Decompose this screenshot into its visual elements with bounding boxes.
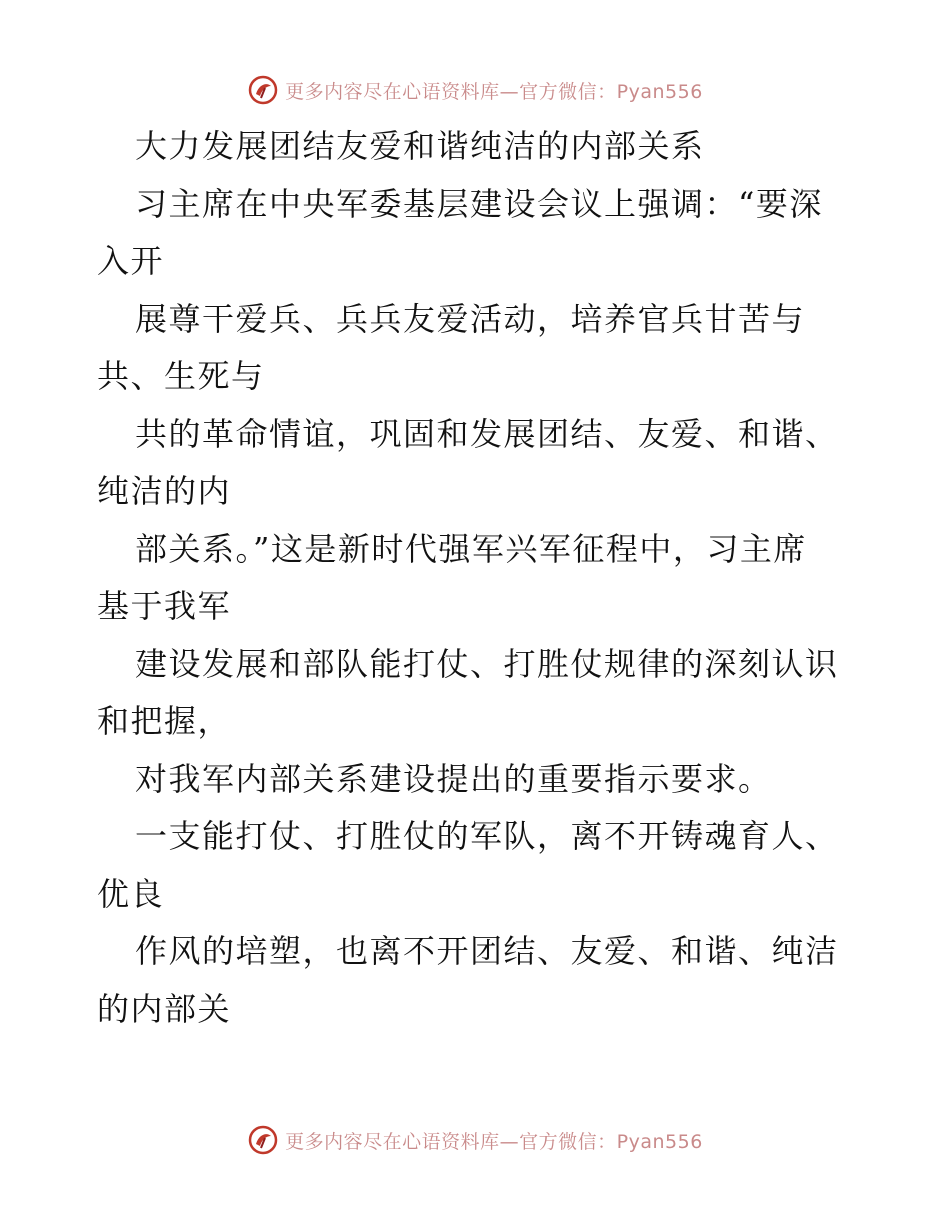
document-body [97,118,857,1038]
text-line: 纯洁的内 [97,472,232,510]
text-line: 基于我军 [97,587,232,625]
text-line: 入开 [97,242,165,280]
text-line: 共的革命情谊，巩固和发展团结、友爱、和谐、 [135,414,839,453]
text-line: 部关系。”这是新时代强军兴军征程中，习主席 [135,529,807,568]
text-line: 习主席在中央军委基层建设会议上强调：“要深 [135,184,823,223]
header-watermark [0,70,950,110]
watermark-text: 更多内容尽在心语资料库—官方微信：Pyan556 [285,80,703,103]
text-line: 展尊干爱兵、兵兵友爱活动，培养官兵甘苦与 [135,299,806,338]
text-line: 建设发展和部队能打仗、打胜仗规律的深刻认识 [135,644,839,683]
text-line: 大力发展团结友爱和谐纯洁的内部关系 [135,127,705,165]
text-line: 一支能打仗、打胜仗的军队，离不开铸魂育人、 [135,817,839,855]
watermark-text: 更多内容尽在心语资料库—官方微信：Pyan556 [285,1130,703,1153]
footer-watermark [0,1120,950,1160]
text-line: 优良 [97,874,165,913]
text-line: 作风的培塑，也离不开团结、友爱、和谐、纯洁 [135,932,839,970]
text-line: 和把握， [97,702,232,740]
text-line: 的内部关 [97,989,232,1028]
text-line: 共、生死与 [97,357,265,395]
red-swirl-logo-icon [247,74,279,106]
red-swirl-logo-icon [247,1124,279,1156]
text-line: 对我军内部关系建设提出的重要指示要求。 [135,759,772,798]
